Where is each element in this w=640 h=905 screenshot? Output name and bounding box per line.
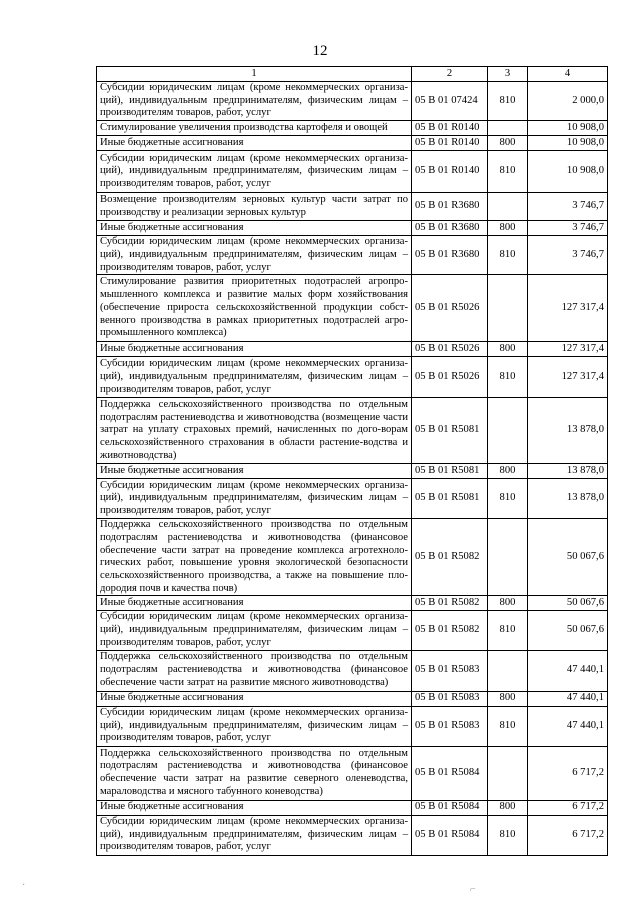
row-code: 05 В 01 R0140 — [412, 151, 488, 193]
row-name: Субсидии юридическим лицам (кроме некоммерческих организа-ций), индивидуальным предпринимателям, физическим лицам – производителям товаров, работ, услуг — [97, 611, 412, 650]
row-amount: 127 317,4 — [528, 275, 608, 342]
row-amount: 50 067,6 — [528, 519, 608, 596]
row-name: Поддержка сельскохозяйственного производства по отдельным подотраслям растениеводства и животноводства (финансовое обеспечение части затрат на проведение комплекса агротехноло-гических работ, повышение уровня экологической безопасности сельскохозяйственного производства, а также на повышение пло-дородия почв и качества почв) — [97, 519, 412, 596]
row-code: 05 В 01 R5081 — [412, 464, 488, 479]
row-code: 05 В 01 R5081 — [412, 479, 488, 519]
row-name: Субсидии юридическим лицам (кроме некоммерческих организа-ций), индивидуальным предпринимателям, физическим лицам – производителям товаров, работ, услуг — [97, 82, 412, 121]
row-vr — [488, 121, 528, 136]
row-amount: 6 717,2 — [528, 746, 608, 800]
row-vr: 800 — [488, 691, 528, 706]
row-code: 05 В 01 R3680 — [412, 221, 488, 236]
row-name: Иные бюджетные ассигнования — [97, 136, 412, 151]
table-row — [97, 151, 608, 193]
table-row — [97, 357, 608, 398]
row-name: Возмещение производителям зерновых культур части затрат по производству и реализации зерновых культур — [97, 193, 412, 221]
row-amount: 127 317,4 — [528, 357, 608, 398]
column-header-vr: 3 — [488, 67, 528, 82]
row-name: Стимулирование развития приоритетных подотраслей агропро-мышленного комплекса и развитие малых форм хозяйствования (обеспечение прироста сельскохозяйственной продукции собст-венного производства в рамках приоритетных подотраслей агро-промышленного комплекса) — [97, 275, 412, 342]
row-amount: 13 878,0 — [528, 479, 608, 519]
row-name: Иные бюджетные ассигнования — [97, 464, 412, 479]
row-vr: 810 — [488, 611, 528, 650]
row-vr: 810 — [488, 815, 528, 855]
row-code: 05 В 01 R5083 — [412, 691, 488, 706]
row-name: Иные бюджетные ассигнования — [97, 342, 412, 357]
table-row — [97, 706, 608, 746]
row-vr: 810 — [488, 82, 528, 121]
row-code: 05 В 01 R5082 — [412, 596, 488, 611]
column-header-amount: 4 — [528, 67, 608, 82]
row-name: Субсидии юридическим лицам (кроме некоммерческих организа-ций), индивидуальным предпринимателям, физическим лицам – производителям товаров, работ, услуг — [97, 815, 412, 855]
row-amount: 127 317,4 — [528, 342, 608, 357]
row-code: 05 В 01 R5083 — [412, 650, 488, 691]
row-amount: 13 878,0 — [528, 398, 608, 464]
row-name: Поддержка сельскохозяйственного производства по отдельным подотраслям растениеводства и животноводства (возмещение части затрат на уплату страховых премий, начисленных по дого-ворам сельскохозяйственного страхования в области растение-водства и животноводства) — [97, 398, 412, 464]
row-name: Стимулирование увеличения производства картофеля и овощей — [97, 121, 412, 136]
row-vr: 810 — [488, 479, 528, 519]
row-name: Иные бюджетные ассигнования — [97, 221, 412, 236]
table-row — [97, 519, 608, 596]
row-amount: 13 878,0 — [528, 464, 608, 479]
table-row — [97, 691, 608, 706]
table-row — [97, 746, 608, 800]
table-row — [97, 342, 608, 357]
row-code: 05 В 01 R5084 — [412, 800, 488, 815]
scan-artifact-mark: · — [22, 880, 26, 891]
row-name: Поддержка сельскохозяйственного производства по отдельным подотраслям растениеводства и животноводства (финансовое обеспечение части затрат на развитие мясного животноводства) — [97, 650, 412, 691]
row-amount: 6 717,2 — [528, 815, 608, 855]
row-amount: 6 717,2 — [528, 800, 608, 815]
row-name: Субсидии юридическим лицам (кроме некоммерческих организа-ций), индивидуальным предпринимателям, физическим лицам – производителям товаров, работ, услуг — [97, 706, 412, 746]
row-amount: 2 000,0 — [528, 82, 608, 121]
table-row — [97, 611, 608, 650]
row-name: Субсидии юридическим лицам (кроме некоммерческих организа-ций), индивидуальным предпринимателям, физическим лицам – производителям товаров, работ, услуг — [97, 357, 412, 398]
row-amount: 47 440,1 — [528, 706, 608, 746]
row-code: 05 В 01 R5081 — [412, 398, 488, 464]
table-row — [97, 221, 608, 236]
table-row — [97, 275, 608, 342]
table-row — [97, 596, 608, 611]
row-name: Иные бюджетные ассигнования — [97, 596, 412, 611]
row-amount: 10 908,0 — [528, 136, 608, 151]
row-amount: 47 440,1 — [528, 691, 608, 706]
row-name: Иные бюджетные ассигнования — [97, 691, 412, 706]
table-row — [97, 800, 608, 815]
row-amount: 10 908,0 — [528, 121, 608, 136]
row-name: Субсидии юридическим лицам (кроме некоммерческих организа-ций), индивидуальным предпринимателям, физическим лицам – производителям товаров, работ, услуг — [97, 151, 412, 193]
row-code: 05 В 01 R3680 — [412, 236, 488, 275]
row-vr — [488, 193, 528, 221]
row-code: 05 В 01 07424 — [412, 82, 488, 121]
row-vr — [488, 746, 528, 800]
column-header-code: 2 — [412, 67, 488, 82]
row-amount: 50 067,6 — [528, 611, 608, 650]
row-name: Субсидии юридическим лицам (кроме некоммерческих организа-ций), индивидуальным предпринимателям, физическим лицам – производителям товаров, работ, услуг — [97, 479, 412, 519]
row-code: 05 В 01 R5082 — [412, 519, 488, 596]
row-amount: 3 746,7 — [528, 236, 608, 275]
row-vr — [488, 275, 528, 342]
row-amount: 50 067,6 — [528, 596, 608, 611]
row-vr: 810 — [488, 706, 528, 746]
row-code: 05 В 01 R5082 — [412, 611, 488, 650]
table-row — [97, 398, 608, 464]
row-code: 05 В 01 R3680 — [412, 193, 488, 221]
table-row — [97, 815, 608, 855]
row-vr: 800 — [488, 136, 528, 151]
table-row — [97, 193, 608, 221]
row-code: 05 В 01 R5084 — [412, 746, 488, 800]
table-row — [97, 136, 608, 151]
row-name: Иные бюджетные ассигнования — [97, 800, 412, 815]
row-vr: 800 — [488, 596, 528, 611]
table-row — [97, 479, 608, 519]
row-vr: 800 — [488, 800, 528, 815]
table-header-row — [97, 67, 608, 82]
column-header-name: 1 — [97, 67, 412, 82]
budget-table — [96, 66, 608, 856]
row-vr: 810 — [488, 151, 528, 193]
row-vr — [488, 519, 528, 596]
row-code: 05 В 01 R0140 — [412, 136, 488, 151]
row-name: Субсидии юридическим лицам (кроме некоммерческих организа-ций), индивидуальным предпринимателям, физическим лицам – производителям товаров, работ, услуг — [97, 236, 412, 275]
table-row — [97, 236, 608, 275]
row-code: 05 В 01 R5026 — [412, 357, 488, 398]
row-amount: 10 908,0 — [528, 151, 608, 193]
row-vr — [488, 398, 528, 464]
table-row — [97, 650, 608, 691]
row-amount: 3 746,7 — [528, 193, 608, 221]
scan-artifact-mark: ⌐ — [470, 884, 476, 895]
row-code: 05 В 01 R5084 — [412, 815, 488, 855]
table-row — [97, 464, 608, 479]
row-vr: 810 — [488, 236, 528, 275]
table-row — [97, 82, 608, 121]
row-vr: 810 — [488, 357, 528, 398]
row-vr: 800 — [488, 342, 528, 357]
row-vr: 800 — [488, 464, 528, 479]
table-row — [97, 121, 608, 136]
row-code: 05 В 01 R5026 — [412, 275, 488, 342]
row-vr — [488, 650, 528, 691]
row-code: 05 В 01 R5026 — [412, 342, 488, 357]
row-amount: 47 440,1 — [528, 650, 608, 691]
row-amount: 3 746,7 — [528, 221, 608, 236]
row-vr: 800 — [488, 221, 528, 236]
row-code: 05 В 01 R0140 — [412, 121, 488, 136]
row-name: Поддержка сельскохозяйственного производства по отдельным подотраслям растениеводства и животноводства (финансовое обеспечение части затрат на развитие северного оленеводства, мараловодства и мясного табунного коневодства) — [97, 746, 412, 800]
row-code: 05 В 01 R5083 — [412, 706, 488, 746]
page-number: 12 — [312, 43, 328, 59]
